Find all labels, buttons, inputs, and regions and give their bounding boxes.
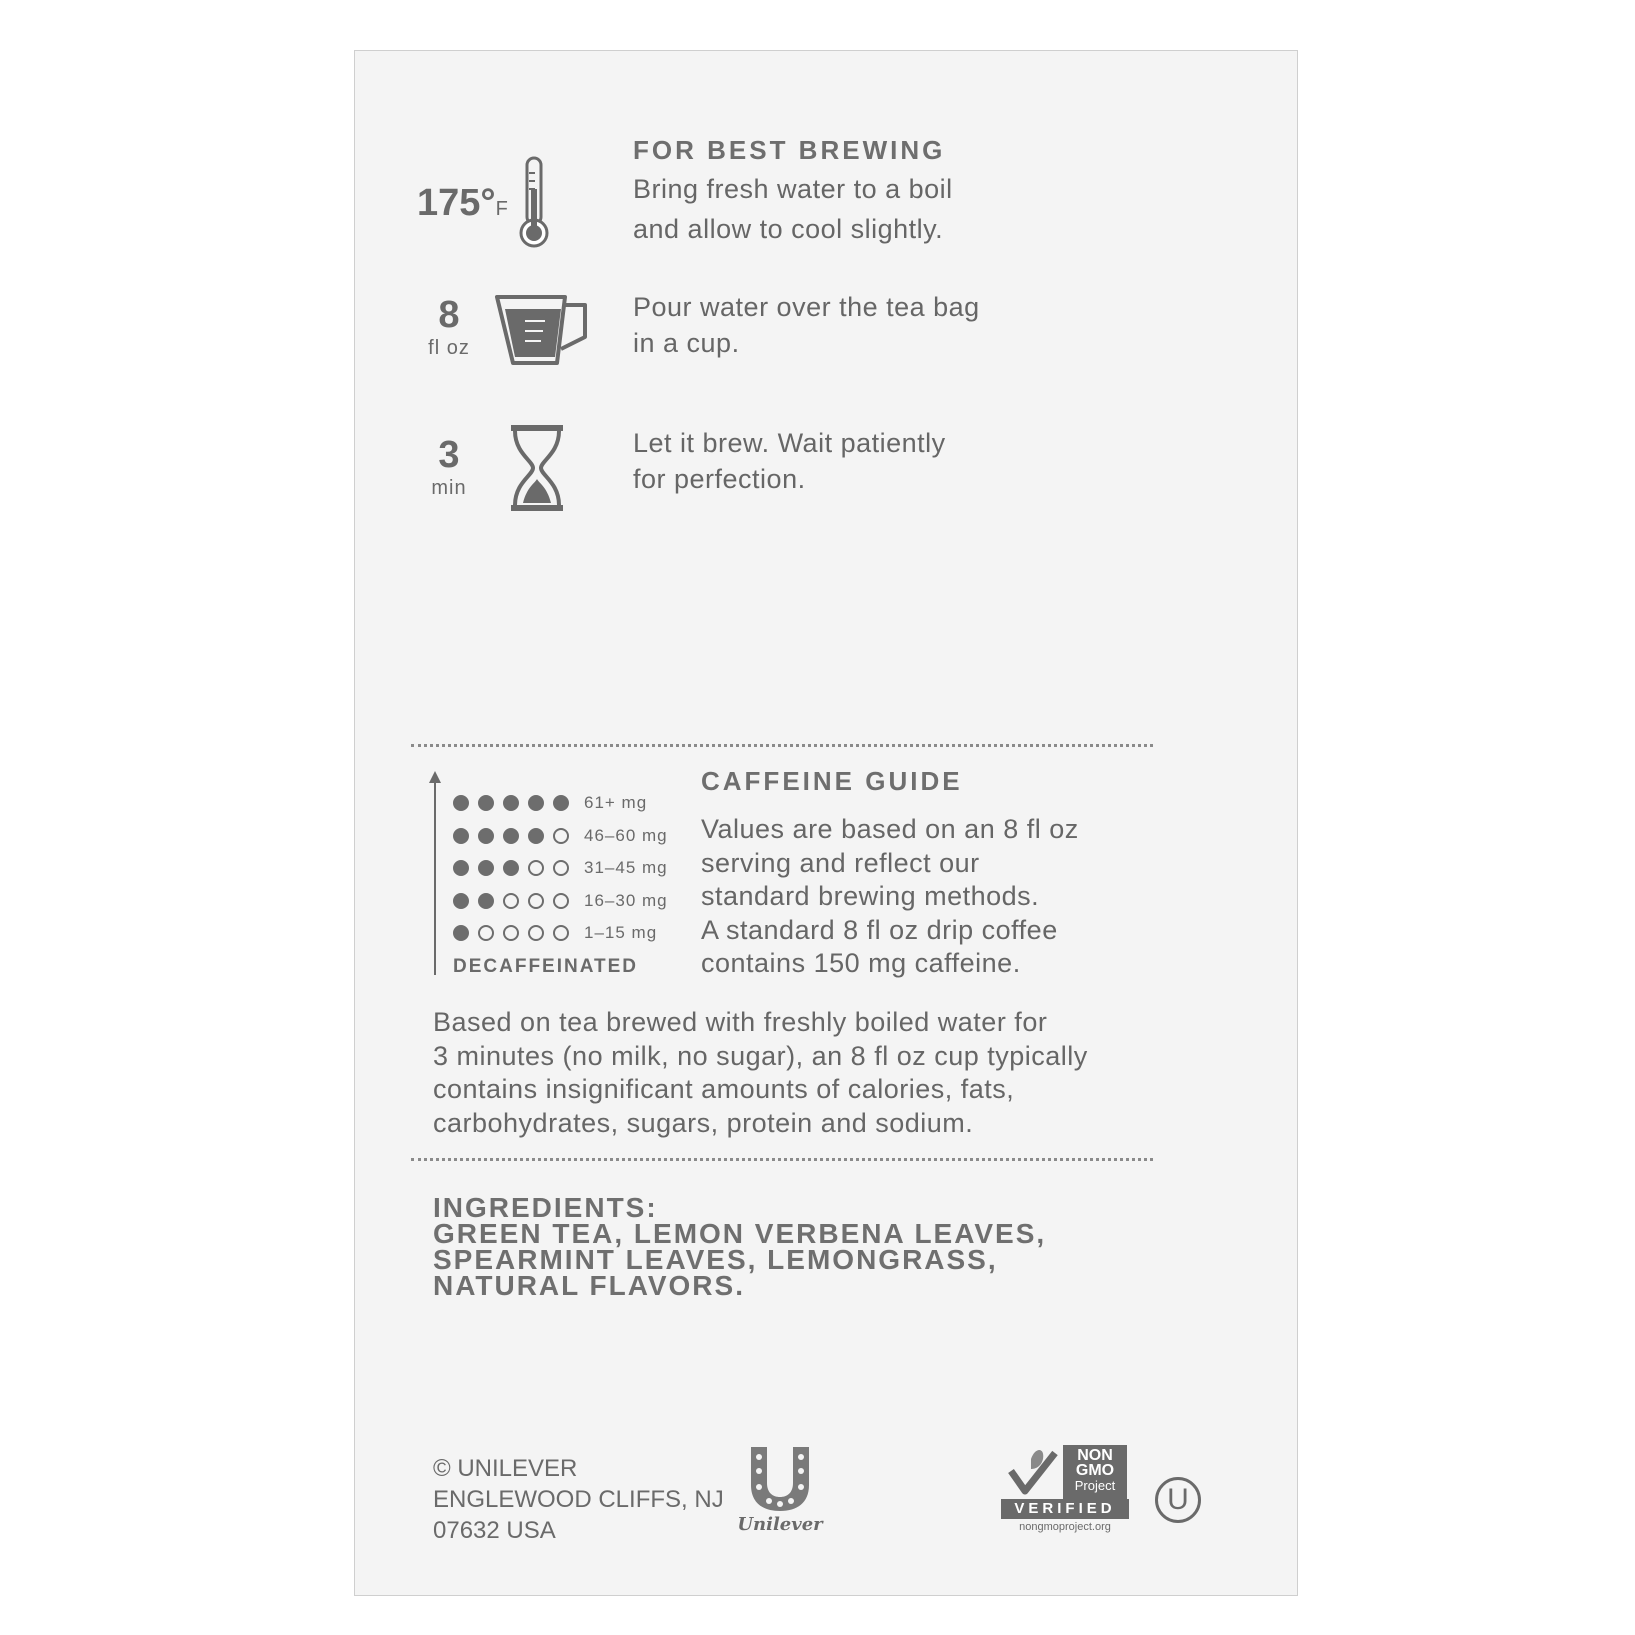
nongmo-url: nongmoproject.org xyxy=(1019,1521,1111,1533)
non-gmo-line-3: Project xyxy=(1074,1478,1116,1493)
caffeine-level-row xyxy=(453,826,668,846)
step-3-line-2: for perfection. xyxy=(633,464,806,494)
unilever-logo xyxy=(735,1443,825,1535)
caffeine-level-row xyxy=(453,793,647,813)
empty-dot xyxy=(553,828,569,844)
tea-box-back-panel xyxy=(354,50,1298,1596)
thermometer-icon xyxy=(515,155,555,251)
nutrition-line-3: contains insignificant amounts of calories, fats, xyxy=(433,1074,1015,1104)
caffeine-note-line-1: Values are based on an 8 fl oz xyxy=(701,814,1079,844)
ingredients-line-1: GREEN TEA, LEMON VERBENA LEAVES, xyxy=(433,1218,1047,1249)
caffeine-note xyxy=(701,813,1079,981)
caffeine-level-row xyxy=(453,923,657,943)
manufacturer-address xyxy=(433,1453,724,1546)
empty-dot xyxy=(553,860,569,876)
temperature-number: 175° xyxy=(417,182,496,224)
filled-dot xyxy=(503,828,519,844)
nutrition-note xyxy=(433,1006,1088,1140)
step-1-line-1: Bring fresh water to a boil xyxy=(633,174,953,204)
filled-dot xyxy=(453,828,469,844)
filled-dot xyxy=(503,860,519,876)
empty-dot xyxy=(503,893,519,909)
unilever-wordmark: Unilever xyxy=(737,1514,823,1535)
filled-dot xyxy=(478,795,494,811)
empty-dot xyxy=(553,925,569,941)
time-number: 3 xyxy=(438,434,460,476)
ingredients-block xyxy=(433,1192,1047,1301)
filled-dot xyxy=(528,828,544,844)
step-2-line-2: in a cup. xyxy=(633,328,740,358)
nutrition-line-2: 3 minutes (no milk, no sugar), an 8 fl oz cup typically xyxy=(433,1040,1088,1071)
address-line-3: 07632 USA xyxy=(433,1517,556,1544)
caffeine-level-label: 61+ mg xyxy=(584,793,648,812)
temperature-unit: F xyxy=(495,198,509,220)
empty-dot xyxy=(528,893,544,909)
kosher-letter: U xyxy=(1167,1483,1189,1516)
step-2-line-1: Pour water over the tea bag xyxy=(633,292,980,322)
kosher-symbol xyxy=(1155,1477,1201,1523)
filled-dot xyxy=(503,795,519,811)
filled-dot xyxy=(453,893,469,909)
caffeine-note-line-3: standard brewing methods. xyxy=(701,881,1040,911)
caffeine-note-line-4: A standard 8 fl oz drip coffee xyxy=(701,914,1058,945)
time-unit: min xyxy=(431,477,467,499)
empty-dot xyxy=(528,860,544,876)
filled-dot xyxy=(453,795,469,811)
filled-dot xyxy=(528,795,544,811)
caffeine-scale-arrow xyxy=(427,769,443,975)
volume-number: 8 xyxy=(438,294,460,336)
nutrition-line-4: carbohydrates, sugars, protein and sodium. xyxy=(433,1107,974,1138)
step-3-text xyxy=(633,425,946,497)
caffeine-level-row xyxy=(453,858,668,878)
unilever-u-icon xyxy=(745,1443,815,1513)
filled-dot xyxy=(478,860,494,876)
step-1-line-2: and allow to cool slightly. xyxy=(633,214,944,244)
ingredients-line-2: SPEARMINT LEAVES, LEMONGRASS, xyxy=(433,1244,998,1275)
non-gmo-badge xyxy=(1063,1445,1127,1499)
non-gmo-line-2: GMO xyxy=(1075,1462,1115,1479)
address-line-2: ENGLEWOOD CLIFFS, NJ xyxy=(433,1486,724,1513)
filled-dot xyxy=(453,925,469,941)
measuring-cup-icon xyxy=(493,293,593,369)
ingredients-heading: INGREDIENTS: xyxy=(433,1192,658,1223)
brewing-heading: FOR BEST BREWING xyxy=(633,135,946,165)
filled-dot xyxy=(553,795,569,811)
butterfly-leaf-icon xyxy=(1001,1445,1063,1499)
caffeine-heading: CAFFEINE GUIDE xyxy=(701,766,963,796)
caffeine-level-label: 16–30 mg xyxy=(584,890,668,910)
verified-bar: VERIFIED xyxy=(1001,1499,1129,1519)
caffeine-level-label: 1–15 mg xyxy=(584,923,658,943)
caffeine-note-line-2: serving and reflect our xyxy=(701,847,980,878)
empty-dot xyxy=(528,925,544,941)
nutrition-line-1: Based on tea brewed with freshly boiled water for xyxy=(433,1007,1048,1037)
step-3-line-1: Let it brew. Wait patiently xyxy=(633,428,946,458)
filled-dot xyxy=(478,893,494,909)
step-2-text xyxy=(633,289,980,361)
empty-dot xyxy=(503,925,519,941)
address-line-1: © UNILEVER xyxy=(433,1455,578,1482)
hourglass-icon xyxy=(507,423,567,513)
empty-dot xyxy=(478,925,494,941)
caffeine-level-label: 46–60 mg xyxy=(584,825,668,845)
temperature-value xyxy=(417,183,513,223)
caffeine-note-line-5: contains 150 mg caffeine. xyxy=(701,948,1021,978)
empty-dot xyxy=(553,893,569,909)
time-value xyxy=(407,435,491,500)
volume-unit: fl oz xyxy=(428,337,470,359)
ingredients-line-3: NATURAL FLAVORS. xyxy=(433,1270,745,1301)
filled-dot xyxy=(453,860,469,876)
top-divider xyxy=(411,744,1153,747)
bottom-divider xyxy=(411,1158,1153,1161)
decaffeinated-label: DECAFFEINATED xyxy=(453,956,639,977)
non-gmo-line-1: NON xyxy=(1077,1447,1113,1464)
non-gmo-verified-seal xyxy=(1001,1445,1129,1533)
caffeine-level-row xyxy=(453,891,668,911)
step-1-text xyxy=(633,171,953,247)
volume-value xyxy=(407,295,491,360)
filled-dot xyxy=(478,828,494,844)
caffeine-level-label: 31–45 mg xyxy=(584,858,668,878)
